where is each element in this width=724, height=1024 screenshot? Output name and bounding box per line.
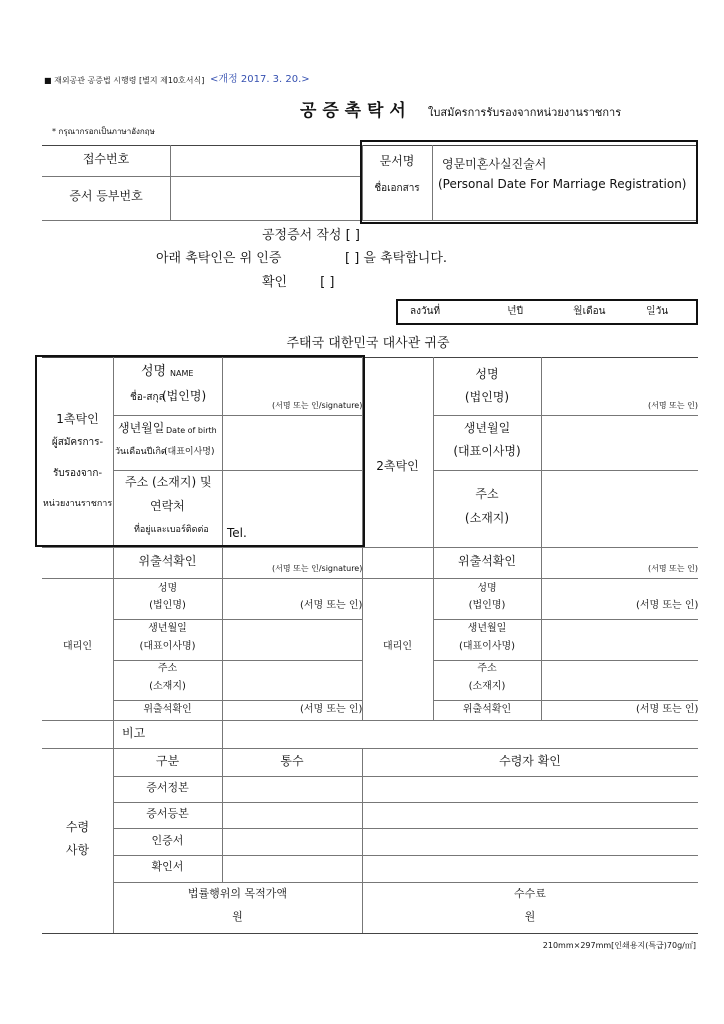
receipt-row-copy: 증서등본	[146, 807, 189, 820]
agent2-name-label: 성명	[477, 583, 497, 594]
column-header-type: 구분	[155, 754, 180, 768]
applicant1-address-label: 주소 (소재지) 및	[125, 475, 212, 489]
fee-label: 수수료	[514, 887, 546, 900]
applicant2-birth-field[interactable]	[543, 417, 696, 468]
applicant2-name-label: 성명	[475, 367, 499, 381]
agent2-rep-name-label: (대표이사명)	[458, 641, 516, 652]
date-year-label: 년ปี	[507, 306, 524, 317]
agent1-rep-name-label: (대표이사명)	[139, 641, 196, 652]
document-name-thai-label: ชื่อเอกสาร	[374, 183, 420, 194]
certificate-registry-number-label: 증서 등부번호	[69, 189, 143, 203]
agent1-birth-field[interactable]	[224, 621, 360, 658]
receipt-row-confirmation: 확인서	[151, 860, 184, 873]
applicant1-tel-label: Tel.	[227, 526, 247, 540]
applicant1-corp-name-label: (법인명)	[162, 389, 207, 403]
agent2-attendance-label: 위출석확인	[462, 704, 512, 715]
certificate-registry-number-field[interactable]	[172, 178, 360, 218]
date-day-label: 일วัน	[646, 306, 669, 317]
column-header-copies: 통수	[280, 754, 304, 768]
applicant1-attendance-signature-note: (서명 또는 인/signature)	[272, 564, 363, 573]
legal-act-amount-unit: 원	[232, 910, 243, 923]
agent2-name-signature-note: (서명 또는 인)	[636, 600, 699, 611]
legal-act-amount-label: 법률행위의 목적가액	[187, 887, 288, 900]
agent1-name-signature-note: (서명 또는 인)	[300, 600, 363, 611]
agent2-address-sub-label: (소재지)	[468, 681, 506, 692]
page-title: 공 증 촉 탁 서	[300, 101, 406, 121]
agent1-name-label: 성명	[157, 583, 178, 594]
receipt-number-field[interactable]	[172, 147, 360, 175]
date-year-thai-label: ลงวันที่	[410, 306, 441, 317]
agent2-birth-field[interactable]	[543, 621, 696, 658]
applicant1-address-thai-label: ที่อยู่และเบอร์ติดต่อ	[134, 525, 209, 535]
request-statement: 아래 촉탁인은 위 인증	[156, 251, 282, 266]
applicant1-thai-line3: หน่วยงานราชการ	[42, 499, 113, 509]
certification-option[interactable]: [ ] 을 촉탁합니다.	[345, 251, 448, 266]
fill-in-english-note: * กรุณากรอกเป็นภาษาอังกฤษ	[52, 127, 155, 136]
receipt-section-label-line2: 사항	[65, 843, 90, 857]
applicant1-birth-field[interactable]	[224, 417, 360, 468]
receipt-section-label-line1: 수령	[65, 820, 90, 834]
applicant2-birth-label: 생년월일	[463, 421, 511, 435]
applicant2-address-label: 주소	[475, 487, 499, 501]
receipt-row-certificate: 인증서	[151, 834, 184, 847]
agent1-birth-label: 생년월일	[148, 623, 187, 634]
document-name-label: 문서명	[379, 154, 415, 168]
agent1-attendance-label: 위출석확인	[143, 704, 192, 715]
document-name-highlight-box	[360, 140, 698, 224]
applicant2-attendance-label: 위출석확인	[458, 554, 516, 568]
applicant1-name-thai-label: ชื่อ-สกุล	[130, 392, 165, 403]
applicant2-address-field[interactable]	[543, 472, 696, 545]
agent1-attendance-signature-note: (서명 또는 인)	[300, 704, 363, 715]
agent1-address-label: 주소	[157, 663, 178, 674]
receipt-number-label: 접수번호	[82, 152, 130, 166]
applicant1-thai-line1: ผู้สมัครการ-	[51, 437, 104, 448]
agent2-label: 대리인	[383, 641, 412, 652]
agent2-attendance-signature-note: (서명 또는 인)	[636, 704, 699, 715]
applicant1-birth-label: 생년월일	[118, 421, 165, 435]
remarks-field[interactable]	[224, 722, 696, 746]
page-title-thai: ใบสมัครการรับรองจากหน่วยงานราชการ	[428, 106, 622, 119]
applicant1-label: 1촉탁인	[56, 412, 99, 426]
applicant2-label: 2촉탁인	[376, 459, 419, 473]
paper-spec-footer: 210mm×297mm[인쇄용지(특급)70g/㎡]	[542, 941, 696, 950]
remarks-label: 비고	[122, 726, 146, 740]
applicant2-attendance-signature-note: (서명 또는 인)	[648, 564, 698, 573]
applicant1-birth-en-label: Date of birth	[166, 426, 217, 435]
notarial-deed-option[interactable]: 공정증서 작성 [ ]	[262, 228, 360, 243]
applicant1-name-label: 성명	[141, 364, 167, 379]
applicant2-name-signature-note: (서명 또는 인)	[648, 401, 698, 410]
column-header-recipient-confirmation: 수령자 확인	[499, 754, 561, 768]
applicant2-corp-name-label: (법인명)	[464, 390, 510, 404]
agent1-address-sub-label: (소재지)	[149, 681, 186, 692]
agent2-corp-name-label: (법인명)	[468, 600, 506, 611]
applicant1-birth-thai-label: วันเดือนปีเกิด	[115, 447, 167, 457]
applicant2-address-sub-label: (소재지)	[464, 511, 510, 525]
agent1-address-field[interactable]	[224, 662, 360, 698]
applicant1-thai-line2: รับรองจาก-	[52, 468, 103, 479]
date-month-label: 월เดือน	[573, 306, 606, 317]
applicant1-rep-name-label: (대표이사명)	[164, 447, 215, 457]
embassy-addressee: 주태국 대한민국 대사관 귀중	[286, 336, 450, 351]
revision-date: <개정 2017. 3. 20.>	[210, 74, 310, 85]
applicant1-attendance-label: 위출석확인	[138, 554, 197, 568]
applicant1-contact-label: 연락처	[150, 499, 185, 513]
recipient-confirmation-fields[interactable]	[364, 778, 696, 880]
applicant2-rep-name-label: (대표이사명)	[453, 444, 521, 458]
fee-unit: 원	[524, 910, 536, 923]
agent1-corp-name-label: (법인명)	[149, 600, 186, 611]
confirmation-option[interactable]: 확인 [ ]	[262, 275, 335, 290]
document-name-english: (Personal Date For Marriage Registration)	[438, 177, 687, 191]
applicant1-address-field[interactable]	[224, 472, 360, 520]
agent1-label: 대리인	[63, 641, 92, 652]
agent2-birth-label: 생년월일	[467, 623, 507, 634]
document-name-korean: 영문미혼사실진술서	[442, 157, 547, 171]
receipt-row-original: 증서정본	[146, 781, 189, 794]
form-reference: ■ 재외공관 공증법 시행령 [별지 제10호서식]	[44, 76, 205, 85]
agent2-address-field[interactable]	[543, 662, 696, 698]
agent2-address-label: 주소	[477, 663, 497, 674]
applicant1-name-signature-note: (서명 또는 인/signature)	[272, 401, 363, 410]
applicant1-name-en-label: NAME	[170, 369, 194, 378]
copies-count-fields[interactable]	[224, 778, 360, 880]
